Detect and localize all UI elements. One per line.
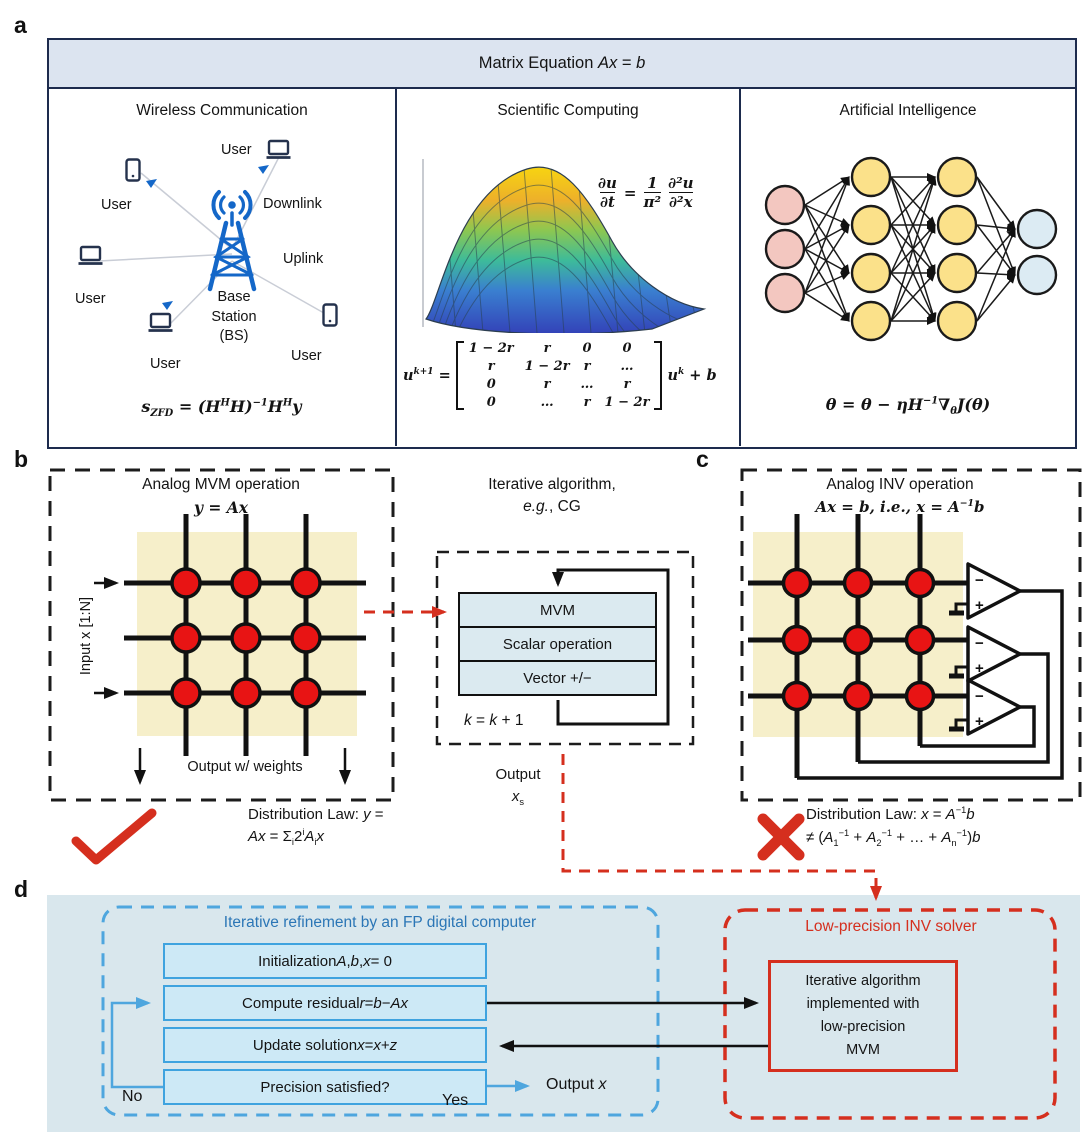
mvm-step: MVM [458,592,657,628]
iteration-matrix-equation: $u^{k+1}$ = 1 − 2r r 0 0 r 1 − 2r r … 0 r … r 0 … r 1 − 2r $u^k + b$ [403,341,717,410]
downlink-label: Downlink [263,196,322,212]
wireless-title: Wireless Communication [136,102,308,119]
no-label: No [122,1088,143,1105]
vector-step: Vector +/− [458,660,657,696]
distribution-law-c-line2: ≠ ($A_1^{-1} + A_2^{-1}$ + … + $A_n^{-1})b$ [806,828,981,848]
scalar-operation-step: Scalar operation [458,626,657,662]
panel-label-d: d [14,876,29,902]
distribution-law-b-line1: Distribution Law: y = [248,806,384,823]
zf-detection-equation: $s_{ZFD} = (H^HH)^{-1}H^Hy$ [141,397,302,420]
checkmark-icon [76,813,152,860]
ai-title: Artificial Intelligence [839,102,977,119]
refinement-title: Iterative refinement by an FP digital computer [223,914,537,931]
initialization-step: Initialization A , b , x = 0 [163,943,487,979]
user-label: User [101,197,132,213]
update-solution-step: Update solution x = x + z [163,1027,487,1063]
panel-b-title: Analog MVM operation [142,476,300,493]
output-variable: $x_s$ [511,788,525,807]
pde-equation: $\frac{\partial u}{\partial t}$ = $\frac{1}{\text{π²}}$ $\frac{\text{∂²u}}{\text{∂²x}}$ [598,174,694,211]
scientific-title: Scientific Computing [497,102,639,119]
user-label: User [221,142,252,158]
matrix-cells: 1 − 2r r 0 0 r 1 − 2r r … 0 r … r 0 … r 1 − 2r [468,341,650,410]
iterative-algorithm-subtitle: e.g., CG [523,498,581,515]
svg-text:+: + [975,597,984,614]
yes-label: Yes [442,1092,469,1109]
solver-title: Low-precision INV solver [805,918,977,935]
base-station-label: Base Station (BS) [211,289,257,345]
iteration-counter: k = k + 1 [464,712,524,729]
panel-label-a: a [14,12,27,38]
panel-b-subtitle: y = Ax [193,498,249,517]
crossbar-array-inv [748,514,1062,778]
output-x-label: Output x [546,1076,607,1093]
panel-c-title: Analog INV operation [826,476,974,493]
output-label: Output [495,766,541,783]
algorithm-steps [458,592,657,696]
uplink-label: Uplink [283,251,324,267]
algorithm-to-solver-arrow [563,754,876,898]
svg-text:−: − [975,635,984,652]
user-label: User [291,348,322,364]
user-label: User [75,291,106,307]
panel-label-c: c [696,446,709,472]
newton-update-equation: $\theta = \theta - \eta H^{-1}\nabla_\theta J(\theta)$ [825,395,991,418]
input-axis-label: Input x [1:N] [78,596,94,676]
crossbar-array-mvm [94,514,366,782]
panel-label-b: b [14,446,29,472]
compute-residual-step: Compute residual r = b − Ax [163,985,487,1021]
user-label: User [150,356,181,372]
iterative-algorithm-title: Iterative algorithm, [488,476,616,493]
svg-text:−: − [975,688,984,705]
refinement-steps [163,943,487,1111]
output-weights-label: Output w/ weights [187,759,303,775]
low-precision-solver-box: Iterative algorithm implemented with low-precision MVM [768,960,958,1072]
precision-check-step: Precision satisfied? [163,1069,487,1105]
x-mark-icon [763,819,799,855]
panel-c-subtitle: Ax = b, i.e., $x = A^{-1}b$ [815,498,985,516]
no-loop-arrow [112,1003,163,1087]
distribution-law-b-line2: $Ax = \Sigma_i2^iA_ix$ [248,827,324,847]
svg-text:−: − [975,572,984,589]
svg-text:+: + [975,713,984,730]
matrix-equation-title: Matrix Equation Ax = b [478,54,646,72]
svg-text:+: + [975,660,984,677]
distribution-law-c-line1: Distribution Law: $x = A^{-1}b$ [806,805,975,823]
